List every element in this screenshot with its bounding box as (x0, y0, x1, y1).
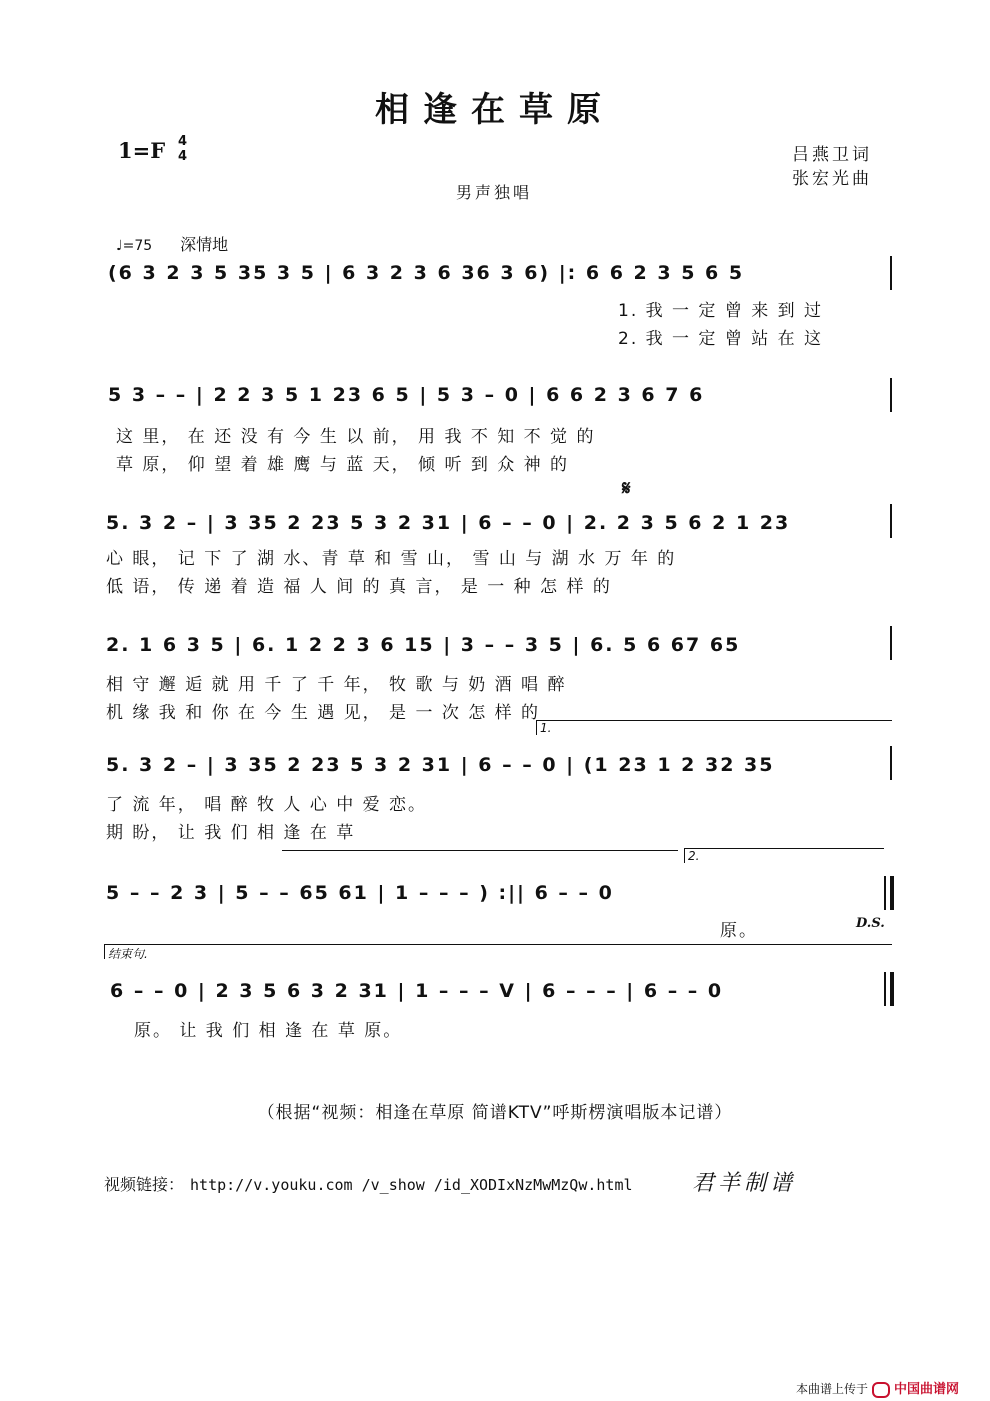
lyrics-row-5-verse-1: 了 流 年， 唱 醉 牧 人 心 中 爱 恋。 (106, 795, 428, 815)
final-barline-thick (890, 876, 894, 910)
segno-sign: 𝄋 (622, 476, 631, 500)
lyrics-row-1-verse-1: 1. 我 一 定 曾 来 到 过 (618, 301, 824, 321)
composer-credit: 张宏光曲 (792, 169, 872, 189)
expression-marking: 深情地 (180, 235, 229, 254)
lyrics-row-5-verse-2: 期 盼， 让 我 们 相 逢 在 草 (106, 823, 356, 843)
volta-first-ending: 1. (536, 720, 892, 735)
final-barline-thick (890, 972, 894, 1006)
key-signature: 1=F (118, 138, 166, 163)
volta-second-ending: 2. (684, 848, 884, 863)
lyrics-row-1-verse-2: 2. 我 一 定 曾 站 在 这 (618, 329, 824, 349)
lyricist-credit: 吕燕卫词 (792, 145, 872, 165)
final-barline (884, 972, 886, 1006)
lyrics-row-4-verse-1: 相 守 邂 逅 就 用 千 了 千 年， 牧 歌 与 奶 酒 唱 醉 (106, 675, 567, 695)
barline (890, 504, 892, 538)
lyrics-row-4-verse-2: 机 缘 我 和 你 在 今 生 遇 见， 是 一 次 怎 样 的 (106, 703, 541, 723)
notation-row-3: 5. 3 2 – | 3 35 2 23 5 3 2 31 | 6 – – 0 | 2. 2 3 5 6 2 1 23 (106, 512, 791, 534)
video-link (104, 1172, 633, 1195)
notation-row-1: (6 3 2 3 5 35 3 5 | 6 3 2 3 6 36 3 6) |: 6 6 2 3 5 6 5 (108, 262, 745, 284)
upload-credit (796, 1378, 959, 1398)
song-title: 相逢在草原 (375, 90, 615, 130)
meter-top: 4 (178, 134, 188, 149)
coda-bracket: 结束句. (104, 944, 892, 959)
notation-row-6: 5 – – 2 3 | 5 – – 65 61 | 1 – – – ) :|| 6 – – 0 (106, 882, 614, 904)
site-logo-icon (872, 1382, 890, 1398)
barline (890, 626, 892, 660)
notation-row-7: 6 – – 0 | 2 3 5 6 3 2 31 | 1 – – – V | 6 – – – | 6 – – 0 (110, 980, 724, 1002)
dal-segno-marking: D.S. (856, 916, 885, 931)
tie-line (282, 850, 678, 851)
lyrics-row-2-verse-2: 草 原， 仰 望 着 雄 鹰 与 蓝 天， 倾 听 到 众 神 的 (116, 455, 570, 475)
lyrics-row-3-verse-2: 低 语， 传 递 着 造 福 人 间 的 真 言， 是 一 种 怎 样 的 (106, 577, 612, 597)
upload-label: 本曲谱上传于 (796, 1382, 869, 1396)
tempo-marking (116, 232, 228, 255)
final-barline (884, 876, 886, 910)
lyrics-row-3-verse-1: 心 眼， 记 下 了 湖 水、青 草 和 雪 山， 雪 山 与 湖 水 万 年 的 (106, 549, 677, 569)
lyrics-row-6-verse-1: 原。 (720, 921, 758, 941)
meter-bottom: 4 (178, 149, 188, 164)
upload-site-name[interactable]: 中国曲谱网 (894, 1382, 960, 1397)
video-link-url[interactable]: http://v.youku.com /v_show /id_XODIxNzMwMzQw.html (190, 1176, 633, 1194)
notation-row-5: 5. 3 2 – | 3 35 2 23 5 3 2 31 | 6 – – 0 | (1 23 1 2 32 35 (106, 754, 775, 776)
barline (890, 746, 892, 780)
notation-row-2: 5 3 – – | 2 2 3 5 1 23 6 5 | 5 3 – 0 | 6 6 2 3 6 7 6 (108, 384, 705, 406)
arranger-signature: 君羊制谱 (692, 1171, 797, 1196)
time-signature (178, 134, 187, 164)
transcription-note: （根据“视频：相逢在草原 简谱KTV”呼斯楞演唱版本记谱） (257, 1103, 733, 1123)
video-link-label: 视频链接： (104, 1175, 185, 1194)
barline (890, 378, 892, 412)
notation-row-4: 2. 1 6 3 5 | 6. 1 2 2 3 6 15 | 3 – – 3 5 | 6. 5 6 67 65 (106, 634, 741, 656)
barline (890, 256, 892, 290)
performer-label: 男声独唱 (456, 183, 533, 202)
lyrics-row-2-verse-1: 这 里， 在 还 没 有 今 生 以 前， 用 我 不 知 不 觉 的 (116, 427, 596, 447)
tempo-value: ♩=75 (116, 238, 153, 254)
lyrics-row-7-verse-1: 原。 让 我 们 相 逢 在 草 原。 (134, 1021, 403, 1041)
